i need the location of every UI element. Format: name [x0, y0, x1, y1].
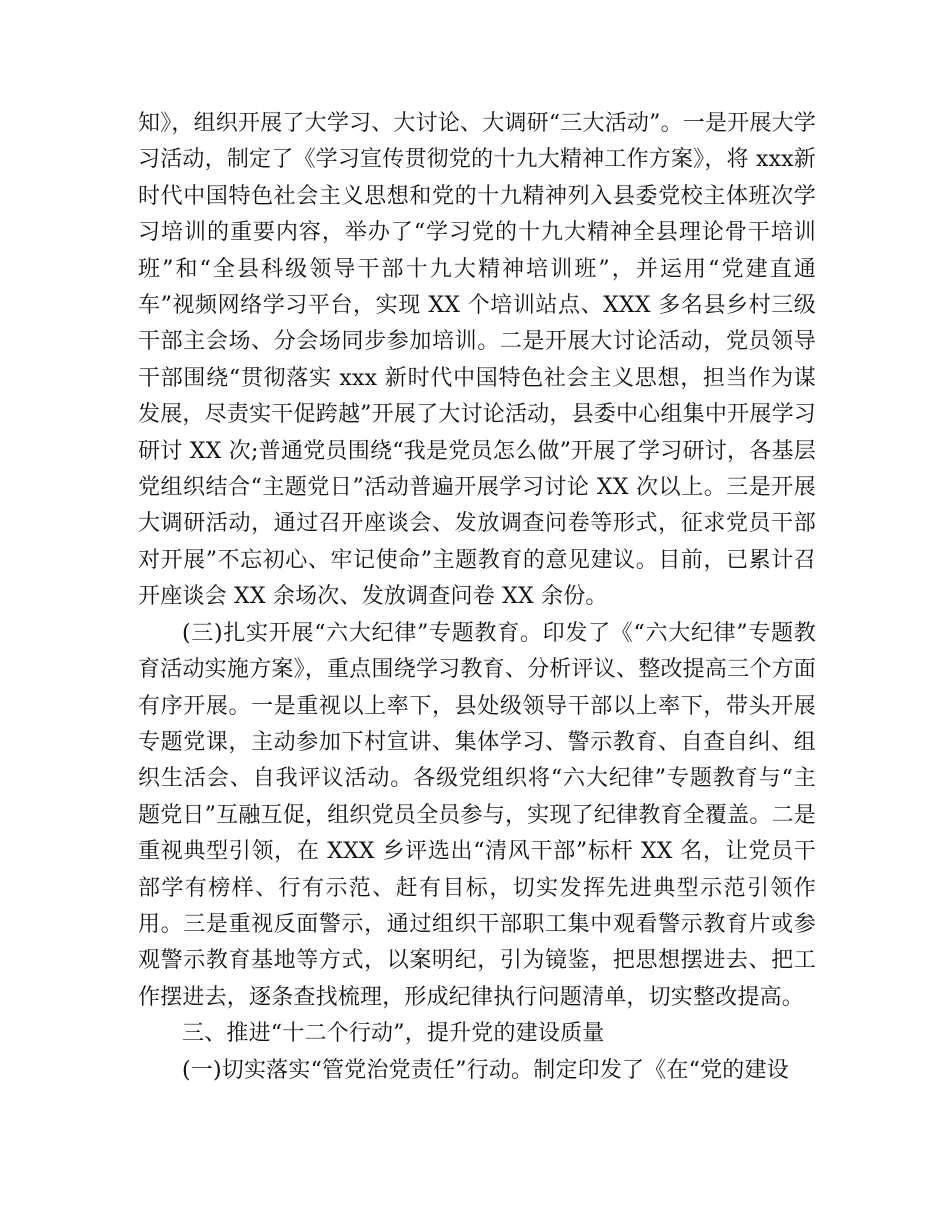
body-paragraph-2: (三)扎实开展“六大纪律”专题教育。印发了《“六大纪律”专题教育活动实施方案》，重点围绕学习教育、分析评议、整改提高三个方面有序开展。一是重视以上率下，县处级领导干部以上率下，带头开展专题党课，主动参加下村宣讲、集体学习、警示教育、自查自纠、组织生活会、自我评议活动。各级党组织将“六大纪律”专题教育与“主题党日”互融互促，组织党员全员参与，实现了纪律教育全覆盖。二是重视典型引领，在 XXX 乡评选出“清风干部”标杆 XX 名，让党员干部学有榜样、行有示范、赶有目标，切实发挥先进典型示范引领作用。三是重视反面警示，通过组织干部职工集中观看警示教育片或参观警示教育基地等方式，以案明纪，引为镜鉴，把思想摆进去、把工作摆进去，逐条查找梳理，形成纪律执行问题清单，切实整改提高。 [138, 620, 816, 1010]
section-heading: 三、推进“十二个行动”，提升党的建设质量 [182, 1021, 605, 1047]
body-paragraph-1: 知》，组织开展了大学习、大讨论、大调研“三大活动”。一是开展大学习活动，制定了《学习宣传贯彻党的十九大精神工作方案》，将 xxx新时代中国特色社会主义思想和党的十九精神列入县委党校主体班次学习培训的重要内容，举办了“学习党的十九大精神全县理论骨干培训班”和“全县科级领导干部十九大精神培训班”，并运用“党建直通车”视频网络学习平台，实现 XX 个培训站点、XXX 多名县乡村三级干部主会场、分会场同步参加培训。二是开展大讨论活动，党员领导干部围绕“贯彻落实 xxx 新时代中国特色社会主义思想，担当作为谋发展，尽责实干促跨越”开展了大讨论活动，县委中心组集中开展学习研讨 XX 次;普通党员围绕“我是党员怎么做”开展了学习研讨，各基层党组织结合“主题党日”活动普遍开展学习讨论 XX 次以上。三是开展大调研活动，通过召开座谈会、发放调查问卷等形式，征求党员干部对开展”不忘初心、牢记使命”主题教育的意见建议。目前，已累计召开座谈会 XX 余场次、发放调查问卷 XX 余份。 [138, 111, 816, 610]
body-paragraph-3: (一)切实落实“管党治党责任”行动。制定印发了《在“党的建设 [182, 1057, 789, 1083]
document-body [138, 106, 816, 1089]
